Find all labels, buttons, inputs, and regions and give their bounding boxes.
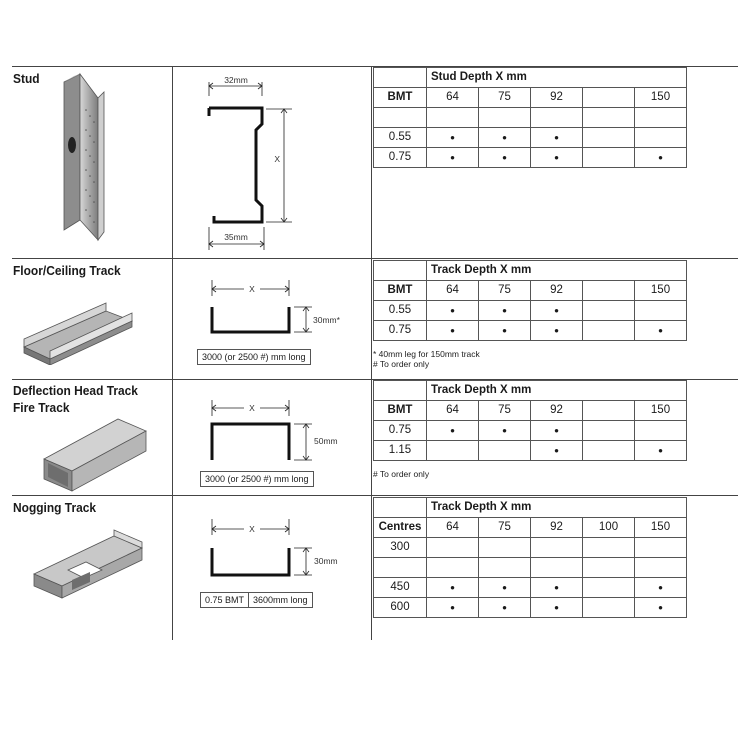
availability-dot: • <box>531 148 583 168</box>
table-row: 0.75 • • • <box>374 421 687 441</box>
stud-table <box>373 67 687 168</box>
availability-dot: • <box>531 421 583 441</box>
section-divider-1 <box>12 258 738 259</box>
stud-flange-top-dim: 32mm <box>224 75 248 85</box>
table-title: Track Depth X mm <box>427 381 687 401</box>
section-divider-3 <box>12 495 738 496</box>
floor-ceiling-notes <box>373 349 480 369</box>
section-title-stud: Stud <box>13 71 40 86</box>
availability-dot: • <box>427 598 479 618</box>
availability-dot: • <box>635 148 687 168</box>
table-row <box>374 558 687 578</box>
availability-dot: • <box>531 598 583 618</box>
availability-dot: • <box>479 148 531 168</box>
table-header-row: Centres 64 75 92 100 150 <box>374 518 687 538</box>
track-leg-dim: 30mm* <box>313 315 340 325</box>
deflection-notes <box>373 469 429 479</box>
table-title: Stud Depth X mm <box>427 68 687 88</box>
section-title-nogging-track: Nogging Track <box>13 500 97 515</box>
availability-dot: • <box>531 301 583 321</box>
floor-ceiling-track-profile <box>200 276 350 346</box>
floor-ceiling-track-illustration <box>20 295 140 365</box>
section-title-deflection-head-track: Deflection Head Track Fire Track <box>13 383 138 415</box>
table-header-row: BMT 64 75 92 150 <box>374 281 687 301</box>
stud-illustration <box>50 70 120 245</box>
track-leg-dim: 50mm <box>314 436 338 446</box>
track-width-dim: X <box>249 284 255 294</box>
table-title-row <box>374 68 687 88</box>
deflection-head-track-illustration <box>38 413 150 493</box>
floor-ceiling-length-label: 3000 (or 2500 #) mm long <box>197 349 311 365</box>
table-title-row <box>374 261 687 281</box>
track-width-dim: X <box>249 524 255 534</box>
availability-dot: • <box>479 321 531 341</box>
deflection-length-label: 3000 (or 2500 #) mm long <box>200 471 314 487</box>
deflection-head-track-table <box>373 380 687 461</box>
availability-dot: • <box>427 128 479 148</box>
table-row: 300 <box>374 538 687 558</box>
nogging-track-illustration <box>28 528 148 606</box>
availability-dot: • <box>479 128 531 148</box>
table-row: 1.15 • • <box>374 441 687 461</box>
table-title-row <box>374 498 687 518</box>
note-line: * 40mm leg for 150mm track <box>373 349 480 359</box>
track-leg-dim: 30mm <box>314 556 338 566</box>
availability-dot: • <box>635 578 687 598</box>
stud-flange-bottom-dim: 35mm <box>224 232 248 242</box>
availability-dot: • <box>479 598 531 618</box>
section-title-floor-ceiling-track: Floor/Ceiling Track <box>13 263 121 278</box>
availability-dot: • <box>427 321 479 341</box>
availability-dot: • <box>479 301 531 321</box>
availability-dot: • <box>479 421 531 441</box>
availability-dot: • <box>531 128 583 148</box>
floor-ceiling-track-table <box>373 260 687 341</box>
availability-dot: • <box>427 301 479 321</box>
availability-dot: • <box>479 578 531 598</box>
table-row: 0.75 • • • • <box>374 321 687 341</box>
table-header-row: BMT 64 75 92 150 <box>374 88 687 108</box>
availability-dot: • <box>531 578 583 598</box>
availability-dot: • <box>635 321 687 341</box>
availability-dot: • <box>427 578 479 598</box>
table-row: 600 • • • • <box>374 598 687 618</box>
stud-depth-dim: X <box>274 154 280 164</box>
availability-dot: • <box>635 441 687 461</box>
note-line: # To order only <box>373 359 430 369</box>
table-row <box>374 108 687 128</box>
table-row: 450 • • • • <box>374 578 687 598</box>
table-header-row: BMT 64 75 92 150 <box>374 401 687 421</box>
deflection-head-track-profile <box>200 396 350 466</box>
track-width-dim: X <box>249 403 255 413</box>
column-divider-left <box>172 67 173 640</box>
nogging-track-table <box>373 497 687 618</box>
availability-dot: • <box>427 421 479 441</box>
availability-dot: • <box>531 441 583 461</box>
nogging-track-profile <box>200 513 350 583</box>
column-divider-right <box>371 67 372 640</box>
availability-dot: • <box>635 598 687 618</box>
table-title: Track Depth X mm <box>427 261 687 281</box>
table-row: 0.75 • • • • <box>374 148 687 168</box>
table-title-row <box>374 381 687 401</box>
table-row: 0.55 • • • <box>374 128 687 148</box>
availability-dot: • <box>531 321 583 341</box>
nogging-length-label: 0.75 BMT 3600mm long <box>200 592 313 608</box>
availability-dot: • <box>427 148 479 168</box>
stud-profile-diagram <box>200 72 310 252</box>
table-row: 0.55 • • • <box>374 301 687 321</box>
table-title: Track Depth X mm <box>427 498 687 518</box>
note-line: # To order only <box>373 469 430 479</box>
